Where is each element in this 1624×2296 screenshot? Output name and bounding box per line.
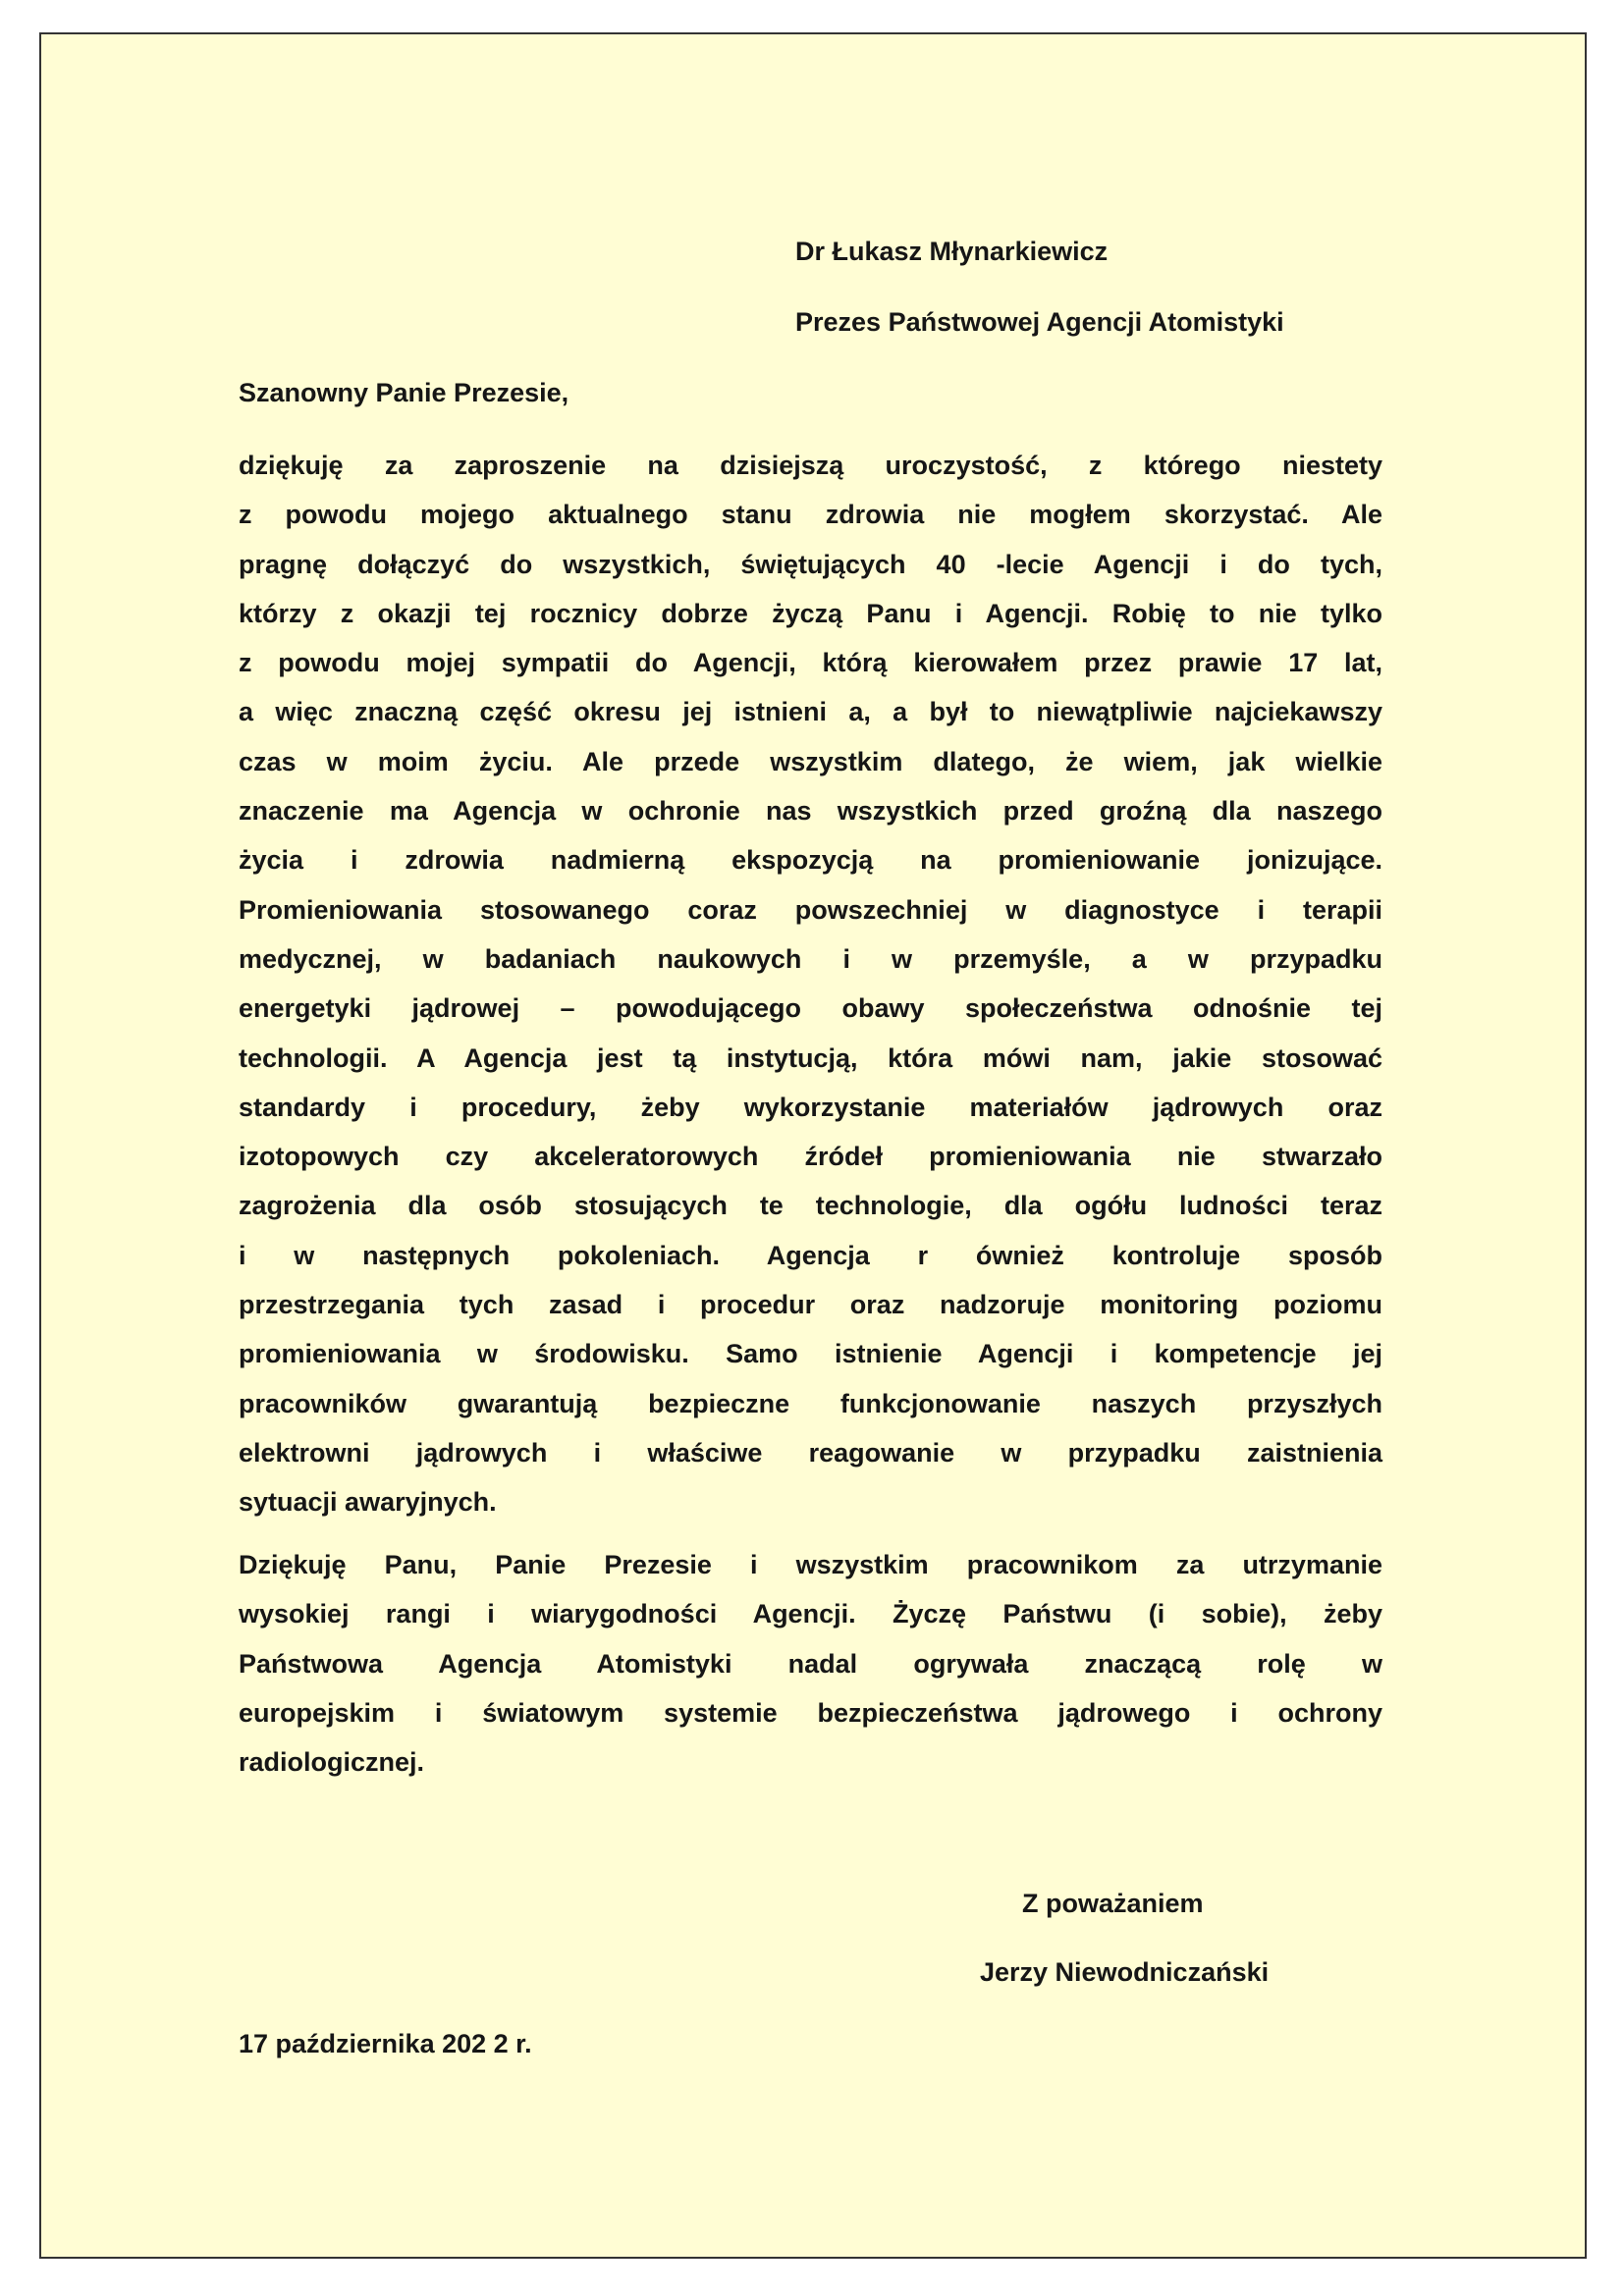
text-line: medycznej, w badaniach naukowych i w przemyśle, a w przypadku	[239, 943, 1382, 974]
text-line: promieniowania w środowisku. Samo istnienie Agencji i kompetencje jej	[239, 1339, 1382, 1369]
text-line: Państwowa Agencja Atomistyki nadal ogrywała znaczącą rolę w	[239, 1648, 1382, 1679]
text-line: dziękuję za zaproszenie na dzisiejszą uroczystość, z którego niestety	[239, 451, 1382, 480]
text-line: europejskim i światowym systemie bezpieczeństwa jądrowego i ochrony	[239, 1697, 1382, 1728]
paragraph-2	[239, 1547, 1382, 1793]
text-line: z powodu mojej sympatii do Agencji, którą kierowałem przez prawie 17 lat,	[239, 648, 1382, 678]
recipient-name: Dr Łukasz Młynarkiewicz	[795, 237, 1109, 266]
text-line: którzy z okazji tej rocznicy dobrze życzą Panu i Agencji. Robię to nie tylko	[239, 598, 1382, 628]
text-line: radiologicznej.	[239, 1747, 425, 1778]
text-line: standardy i procedury, żeby wykorzystanie materiałów jądrowych oraz	[239, 1092, 1382, 1122]
text-line: czas w moim życiu. Ale przede wszystkim dlatego, że wiem, jak wielkie	[239, 746, 1382, 776]
date: 17 października 202 2 r.	[239, 2029, 532, 2058]
text-line: z powodu mojego aktualnego stanu zdrowia nie mogłem skorzystać. Ale	[239, 500, 1382, 530]
text-line: a więc znaczną część okresu jej istnieni a, a był to niewątpliwie najciekawszy	[239, 697, 1382, 727]
text-line: zagrożenia dla osób stosujących te technologie, dla ogółu ludności teraz	[239, 1191, 1382, 1221]
text-line: pracowników gwarantują bezpieczne funkcjonowanie naszych przyszłych	[239, 1388, 1382, 1418]
text-line: pragnę dołączyć do wszystkich, świętujących 40 -lecie Agencji i do tych,	[239, 549, 1382, 579]
text-line: izotopowych czy akceleratorowych źródeł promieniowania nie stwarzało	[239, 1142, 1382, 1172]
signature: Jerzy Niewodniczański	[980, 1957, 1270, 1987]
text-line: przestrzegania tych zasad i procedur oraz nadzoruje monitoring poziomu	[239, 1290, 1382, 1320]
paragraph-1	[239, 448, 1382, 1534]
text-line: Promieniowania stosowanego coraz powszechniej w diagnostyce i terapii	[239, 894, 1382, 925]
text-line: sytuacji awaryjnych.	[239, 1487, 497, 1518]
text-line: technologii. A Agencja jest tą instytucją, która mówi nam, jakie stosować	[239, 1042, 1382, 1073]
text-line: elektrowni jądrowych i właściwe reagowanie w przypadku zaistnienia	[239, 1437, 1382, 1468]
text-line: Dziękuję Panu, Panie Prezesie i wszystkim pracownikom za utrzymanie	[239, 1550, 1382, 1579]
closing: Z poważaniem	[1022, 1889, 1204, 1918]
text-line: znaczenie ma Agencja w ochronie nas wszystkich przed groźną dla naszego	[239, 796, 1382, 827]
greeting: Szanowny Panie Prezesie,	[239, 378, 569, 407]
text-line: i w następnych pokoleniach. Agencja r ównież kontroluje sposób	[239, 1240, 1382, 1270]
text-line: wysokiej rangi i wiarygodności Agencji. Życzę Państwu (i sobie), żeby	[239, 1599, 1382, 1629]
text-line: życia i zdrowia nadmierną ekspozycją na promieniowanie jonizujące.	[239, 845, 1382, 876]
text-line: energetyki jądrowej – powodującego obawy społeczeństwa odnośnie tej	[239, 993, 1382, 1024]
recipient-title: Prezes Państwowej Agencji Atomistyki	[795, 307, 1284, 337]
